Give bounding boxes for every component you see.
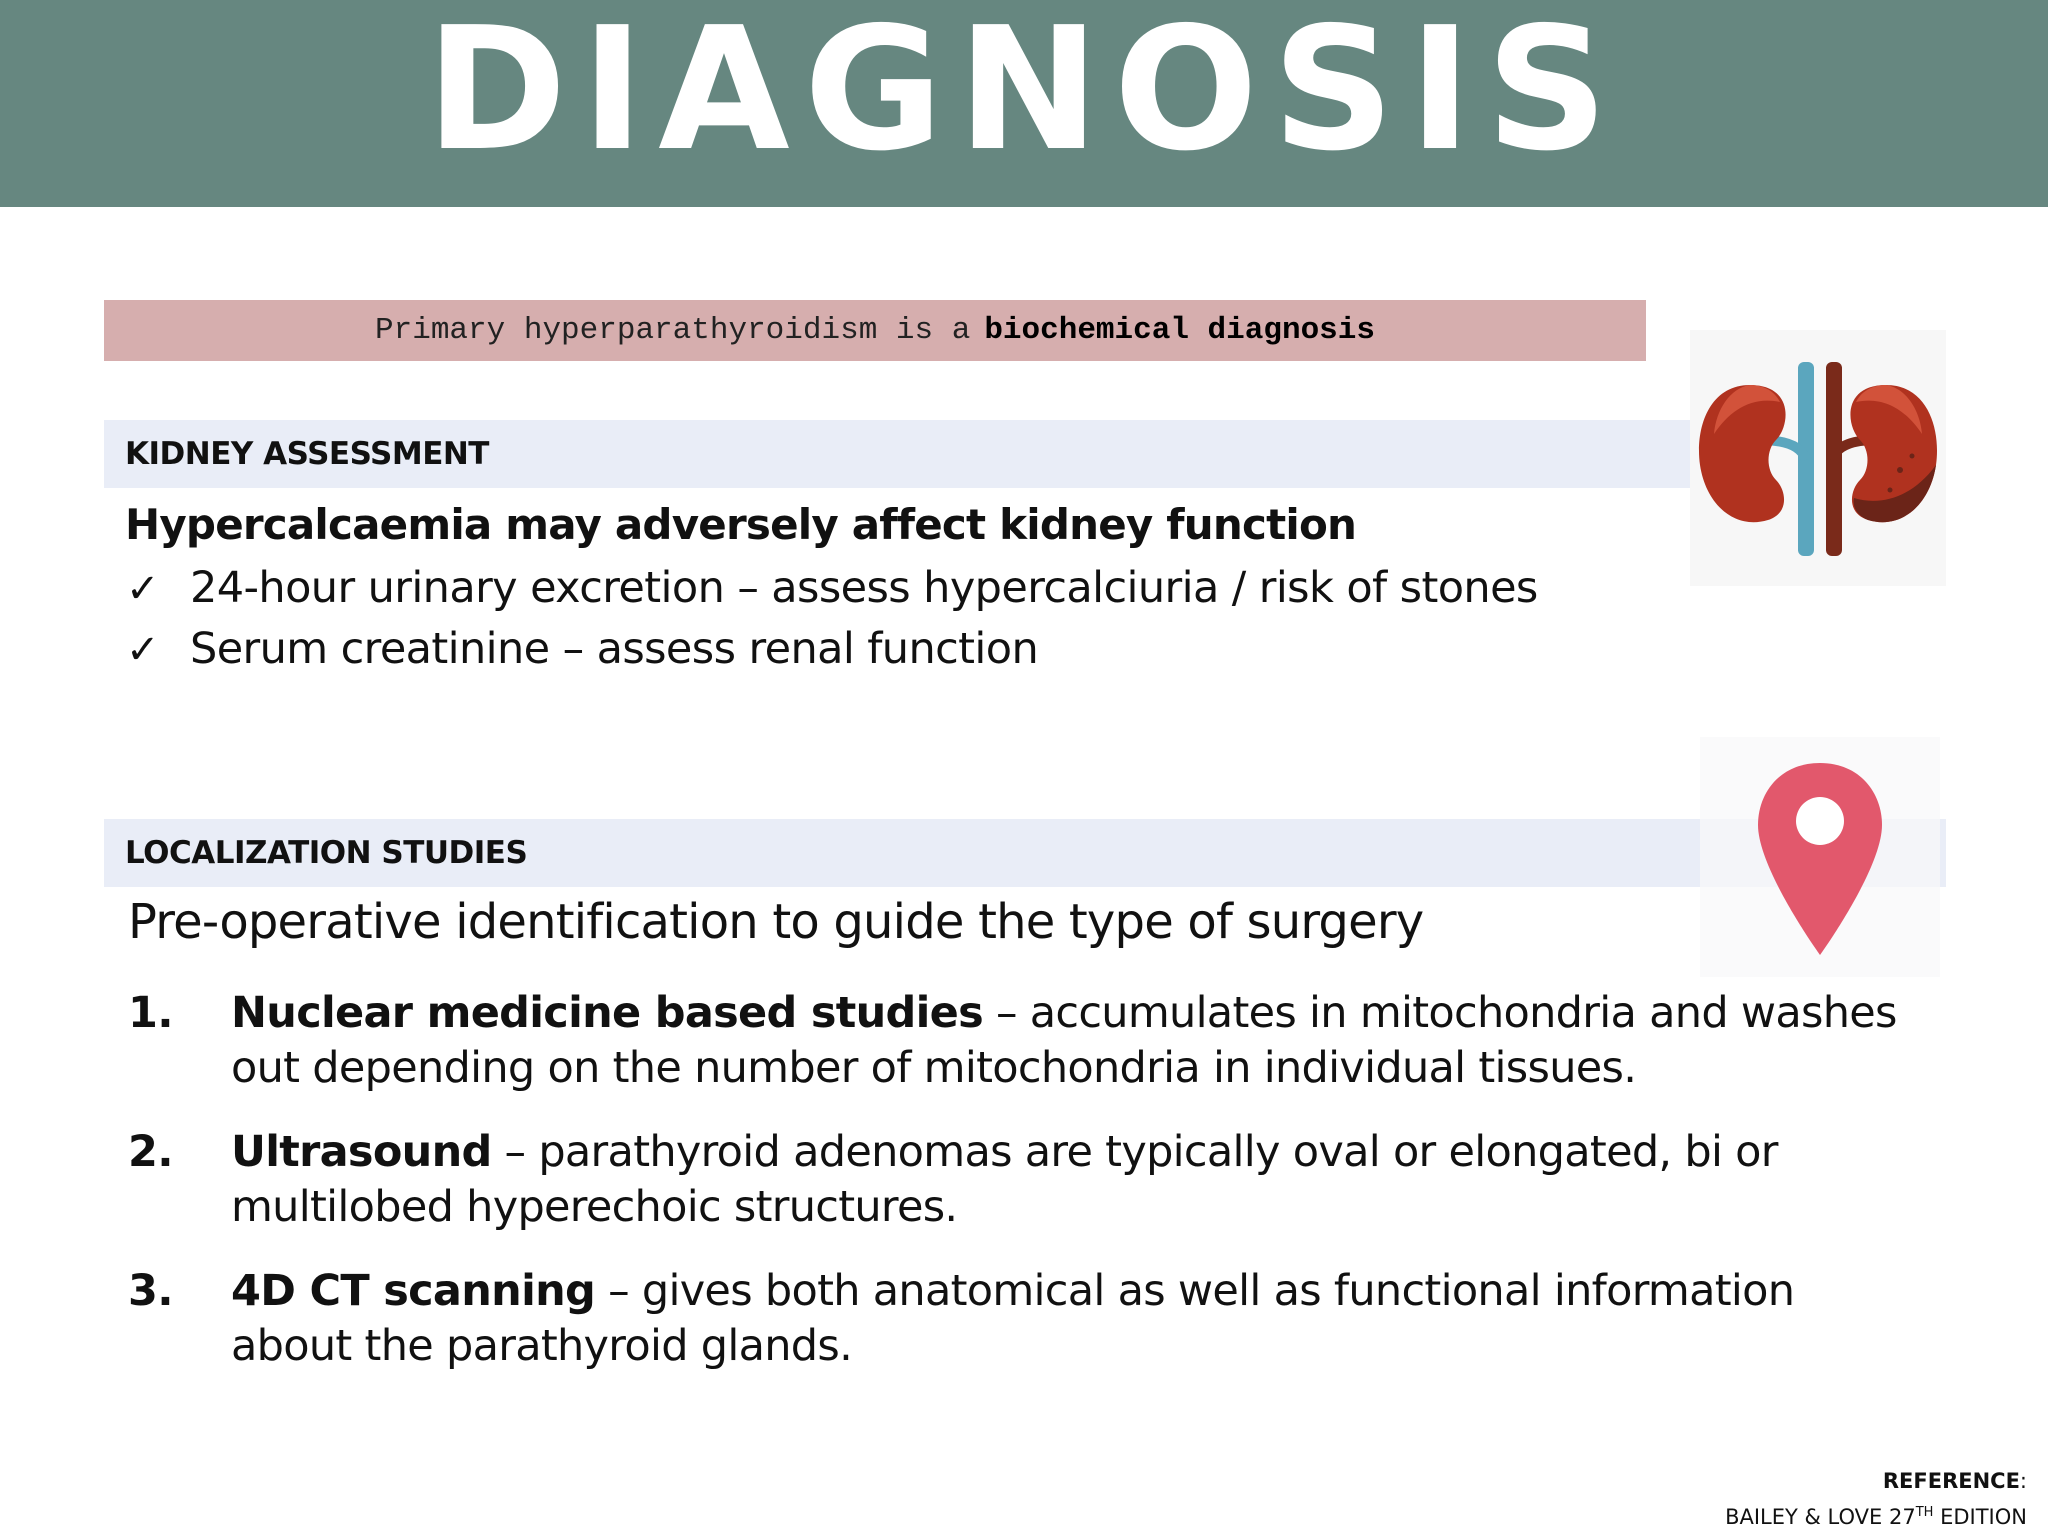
- check-icon: ✓: [126, 627, 159, 673]
- localization-subtitle: Pre-operative identification to guide the type of surgery: [128, 894, 1424, 950]
- kidneys-icon: [1690, 330, 1946, 586]
- list-item-number: 3.: [128, 1266, 173, 1316]
- list-item: [128, 986, 1898, 1096]
- kidney-heading: Hypercalcaemia may adversely affect kidney function: [125, 500, 1357, 549]
- page-title: DIAGNOSIS: [425, 0, 1623, 189]
- check-icon: ✓: [126, 566, 159, 612]
- location-pin-icon: [1700, 737, 1940, 977]
- list-item: [128, 1125, 1898, 1235]
- list-item-text: – accumulates in mitochondria and washes out depending on the number of mitochondria in individual tissues.: [231, 988, 1897, 1093]
- statement-banner: [104, 300, 1646, 361]
- reference-source-text: BAILEY & LOVE 27: [1725, 1505, 1916, 1529]
- reference-source-sup: TH: [1915, 1505, 1934, 1520]
- list-item-text: – gives both anatomical as well as functional information about the parathyroid glands.: [231, 1266, 1795, 1371]
- list-item: [126, 563, 1538, 613]
- list-item-text: 24-hour urinary excretion – assess hypercalciuria / risk of stones: [190, 563, 1538, 613]
- kidney-section-bar: [104, 420, 1946, 488]
- list-item: [126, 624, 1038, 674]
- list-item-text: Serum creatinine – assess renal function: [190, 624, 1039, 674]
- reference-colon: :: [2019, 1469, 2027, 1493]
- statement-emphasis: biochemical diagnosis: [984, 313, 1375, 348]
- list-item-term: Nuclear medicine based studies: [231, 988, 983, 1038]
- list-item-term: 4D CT scanning: [231, 1266, 596, 1316]
- reference-label: REFERENCE: [1882, 1469, 2020, 1493]
- statement-text: Primary hyperparathyroidism is a: [375, 313, 971, 348]
- list-item-number: 1.: [128, 988, 173, 1038]
- reference-source: [1725, 1497, 2027, 1533]
- list-item-text: – parathyroid adenomas are typically oval or elongated, bi or multilobed hyperechoic structures.: [231, 1127, 1778, 1232]
- title-banner: [0, 0, 2048, 207]
- reference-source-suffix: EDITION: [1933, 1505, 2027, 1529]
- localization-section-bar: [104, 819, 1946, 887]
- kidney-section-label: KIDNEY ASSESSMENT: [125, 436, 489, 472]
- list-item: [128, 1264, 1898, 1374]
- list-item-term: Ultrasound: [231, 1127, 492, 1177]
- list-item-number: 2.: [128, 1127, 173, 1177]
- localization-section-label: LOCALIZATION STUDIES: [125, 835, 528, 871]
- reference-note: [1725, 1466, 2027, 1533]
